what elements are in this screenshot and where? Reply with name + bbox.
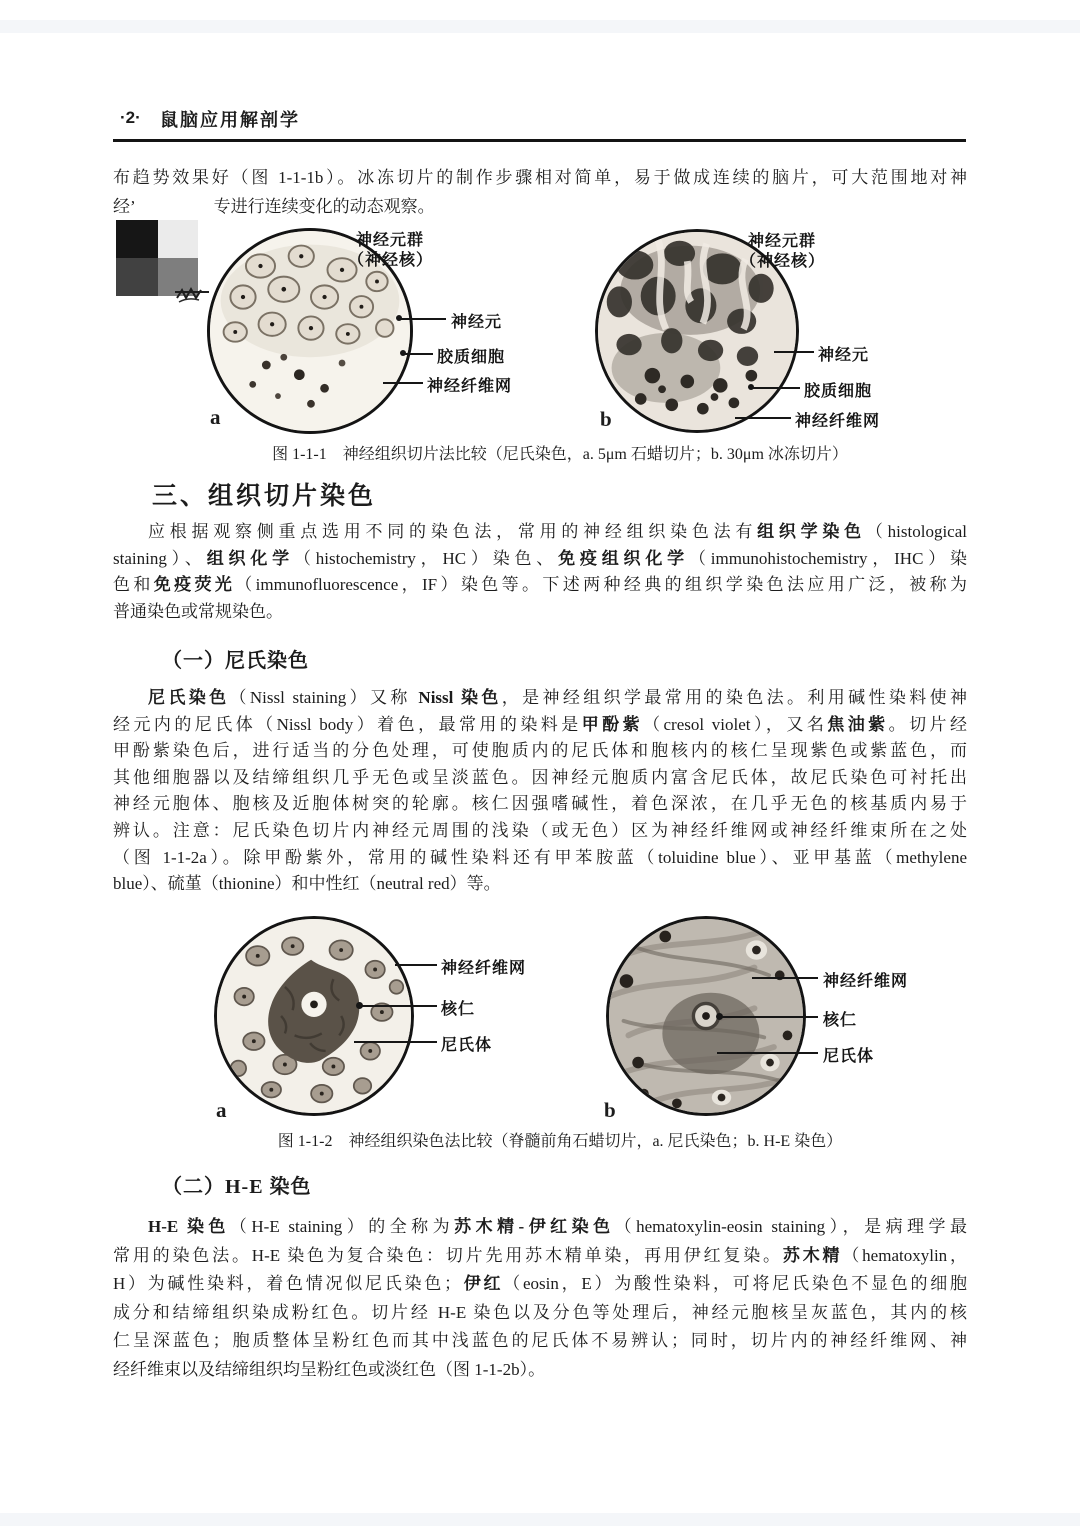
paragraph-line [113, 1213, 967, 1242]
fig2b-leader-nucleolus [722, 1016, 818, 1018]
bottom-band [0, 1513, 1080, 1526]
book-title: 鼠脑应用解剖学 [160, 110, 300, 130]
bold-term: Nissl 染色 [418, 688, 502, 707]
fig1b-label-glia: 胶质细胞 [804, 383, 873, 400]
fig1b-panel-letter: b [600, 407, 612, 431]
censor-square-lightgray [158, 220, 198, 258]
fig1b-leader-glia [752, 387, 800, 389]
fig2a-leader-nissl-body [354, 1041, 437, 1043]
fig1a-label-neuron-group [348, 231, 433, 271]
text-run: （immunofluorescence，IF）染色等。下述两种经典的组织学染色法应用广泛，被称为 [235, 575, 967, 594]
text-run: （图 1-1-2a）。除甲酚紫外，常用的碱性染料还有甲苯胺蓝（toluidine blue）、亚甲基蓝（methylene [113, 847, 967, 867]
text-run: （immunohistochemistry，IHC）染 [688, 548, 968, 568]
text-run: （hematoxylin-eosin staining），是病理学最 [614, 1217, 968, 1236]
text-run: 成分和结缔组织染成粉红色。切片经 H-E 染色以及分色等处理后，神经元胞核呈灰蓝色，其内的核 [113, 1302, 967, 1322]
text-run: 应根据观察侧重点选用不同的染色法，常用的神经组织染色法有 [148, 522, 758, 541]
fig2a-label-nucleolus: 核仁 [441, 1001, 476, 1018]
text-run: 其他细胞器以及结缔组织几乎无色或呈淡蓝色。因神经元胞质内富含尼氏体，故尼氏染色可衬托出 [113, 767, 967, 787]
paragraph-line [113, 871, 967, 898]
paragraph-line [113, 572, 967, 599]
fig1a-group-line1: 神经元群 [356, 232, 425, 249]
bold-term: 组织学染色 [757, 522, 866, 541]
fig1a-label-neuropil: 神经纤维网 [427, 378, 513, 395]
header-rule [113, 139, 966, 142]
text-run: （hematoxylin， [842, 1245, 967, 1265]
fig2a-leader-nucleolus-dot [356, 1002, 363, 1009]
fig2b-leader-nissl-body [717, 1052, 818, 1054]
text-run: 常用的染色法。H-E 染色为复合染色：切片先用苏木精单染，再用伊红复染。 [113, 1245, 783, 1265]
fig1a-group-line2: （神经核） [348, 252, 434, 269]
bold-term: 伊红 [461, 1274, 504, 1293]
bold-term: 免疫组织化学 [558, 548, 689, 568]
section-heading: 三、组织切片染色 [152, 483, 377, 510]
paragraph-line [113, 1242, 967, 1271]
text-run: （H-E staining）的全称为 [229, 1217, 455, 1236]
bold-term: 尼氏染色 [148, 688, 230, 707]
paragraph-line [113, 1299, 967, 1328]
censor-square-darkgray [116, 258, 158, 296]
figure2-caption: 图 1-1-2 神经组织染色法比较（脊髓前角石蜡切片，a. 尼氏染色；b. H-E 染色） [277, 1133, 843, 1150]
paragraph-line [113, 712, 967, 739]
fig1a-label-neuron: 神经元 [451, 314, 503, 331]
fig1a-leader-neuron-dot [396, 315, 402, 321]
fig1b-leader-neuron [774, 351, 814, 353]
intro-paragraph [113, 163, 967, 221]
paragraph-line [113, 546, 967, 573]
fig1b-group-line2: （神经核） [740, 253, 826, 270]
micrograph-fig2a-image [217, 919, 411, 1113]
text-run: （eosin，E）为酸性染料，可将尼氏染色不显色的细胞 [503, 1274, 968, 1293]
text-run: 仁呈深蓝色；胞质整体呈粉红色而其中浅蓝色的尼氏体不易辨认；同时，切片内的神经纤维网、神 [113, 1331, 967, 1350]
fig2b-label-nucleolus: 核仁 [823, 1012, 858, 1029]
text-run: 神经元胞体、胞核及近胞体树突的轮廓。核仁因强嗜碱性，着色深浓，在几乎无色的核基质内易于 [113, 794, 967, 814]
fig2a-leader-nucleolus [362, 1005, 437, 1007]
paragraph-line [113, 1327, 967, 1356]
fig2a-panel-letter: a [216, 1098, 227, 1122]
paragraph-line: 布趋势效果好（图 1-1-1b）。冰冻切片的制作步骤相对简单，易于做成连续的脑片，可大范围地对神 [113, 168, 967, 187]
bold-term: H-E 染色 [148, 1217, 230, 1236]
fig1b-label-neuron-group [740, 232, 825, 272]
page-number: ·2· [120, 108, 141, 127]
fig2b-leader-neuropil [752, 977, 818, 979]
fig1b-leader-glia-dot [748, 384, 754, 390]
text-run: staining）、 [113, 548, 207, 568]
fig1b-label-neuropil: 神经纤维网 [795, 413, 881, 430]
text-run: （Nissl staining）又称 [229, 688, 419, 707]
fig2a-label-neuropil: 神经纤维网 [441, 960, 527, 977]
subsection2-heading: （二）H-E 染色 [162, 1176, 312, 1198]
text-run: ，是神经组织学最常用的染色法。利用碱性染料使神 [501, 688, 968, 707]
intro-line2-start: 经’ [113, 197, 136, 216]
text-run: 色和 [113, 575, 154, 594]
bold-term: 甲酚紫 [581, 714, 644, 734]
paragraph-line [113, 765, 967, 792]
fig2a-label-nissl-body: 尼氏体 [441, 1037, 493, 1054]
fig1a-leader-glia [404, 353, 433, 355]
bold-term: 苏木精 [782, 1245, 843, 1265]
paragraph-line [113, 845, 967, 872]
he-paragraph [113, 1213, 967, 1384]
paragraph-line [113, 519, 967, 546]
text-run: （histochemistry，HC）染色、 [293, 548, 559, 568]
bold-term: 苏木精-伊红染色 [454, 1217, 615, 1236]
fig2a-leader-neuropil [395, 964, 437, 966]
text-run: 。切片经 [888, 714, 967, 734]
bold-term: 组织化学 [206, 548, 294, 568]
text-run: H）为碱性染料，着色情况似尼氏染色； [113, 1274, 462, 1293]
fig1b-group-line1: 神经元群 [748, 233, 817, 250]
fig2b-label-nissl-body: 尼氏体 [823, 1048, 875, 1065]
paragraph-line [113, 599, 967, 626]
fig1b-leader-neuropil [735, 417, 791, 419]
paragraph-line-obscured [113, 192, 967, 221]
paragraph-line [113, 1356, 967, 1385]
fig1a-leader-neuron [400, 318, 446, 320]
subsection1-heading: （一）尼氏染色 [162, 650, 309, 672]
intro-line2-end: 专进行连续变化的动态观察。 [213, 197, 435, 216]
fig1b-label-neuron: 神经元 [818, 347, 870, 364]
nissl-paragraph [113, 685, 967, 898]
fig2b-label-neuropil: 神经纤维网 [823, 973, 909, 990]
overview-paragraph [113, 519, 967, 625]
bold-term: 免疫荧光 [153, 575, 236, 594]
paragraph-line [113, 818, 967, 845]
text-run: 辨认。注意：尼氏染色切片内神经元周围的浅染（或无色）区为神经纤维网或神经纤维束所在之处 [113, 820, 967, 840]
bold-term: 焦油紫 [827, 714, 889, 734]
paragraph-line [113, 738, 967, 765]
top-band [0, 20, 1080, 33]
paragraph-line [113, 685, 967, 712]
fig1a-panel-letter: a [210, 405, 221, 429]
text-run: 普通染色或常规染色。 [113, 601, 283, 621]
scribble-mark [174, 283, 214, 305]
text-run: blue）、硫堇（thionine）和中性红（neutral red）等。 [113, 874, 501, 894]
text-run: （cresol violet），又名 [643, 714, 828, 734]
text-run: 经元内的尼氏体（Nissl body）着色，最常用的染料是 [113, 714, 582, 734]
micrograph-fig2a [214, 916, 414, 1116]
paragraph-line [113, 791, 967, 818]
text-run: 经纤维束以及结缔组织均呈粉红色或淡红色（图 1-1-2b）。 [113, 1359, 546, 1379]
fig1a-label-glia: 胶质细胞 [437, 349, 506, 366]
fig2b-leader-nucleolus-dot [716, 1013, 723, 1020]
fig1a-leader-glia-dot [400, 350, 406, 356]
text-run: （histological [865, 522, 967, 541]
fig2b-panel-letter: b [604, 1098, 616, 1122]
figure1-caption: 图 1-1-1 神经组织切片法比较（尼氏染色，a. 5μm 石蜡切片；b. 30μm 冰冻切片） [272, 446, 848, 463]
paragraph-line [113, 1270, 967, 1299]
fig1a-leader-neuropil [383, 382, 423, 384]
censor-square-black [116, 220, 158, 258]
text-run: 甲酚紫染色后，进行适当的分色处理，可使胞质内的尼氏体和胞核内的核仁呈现紫色或紫蓝色，而 [113, 741, 967, 761]
